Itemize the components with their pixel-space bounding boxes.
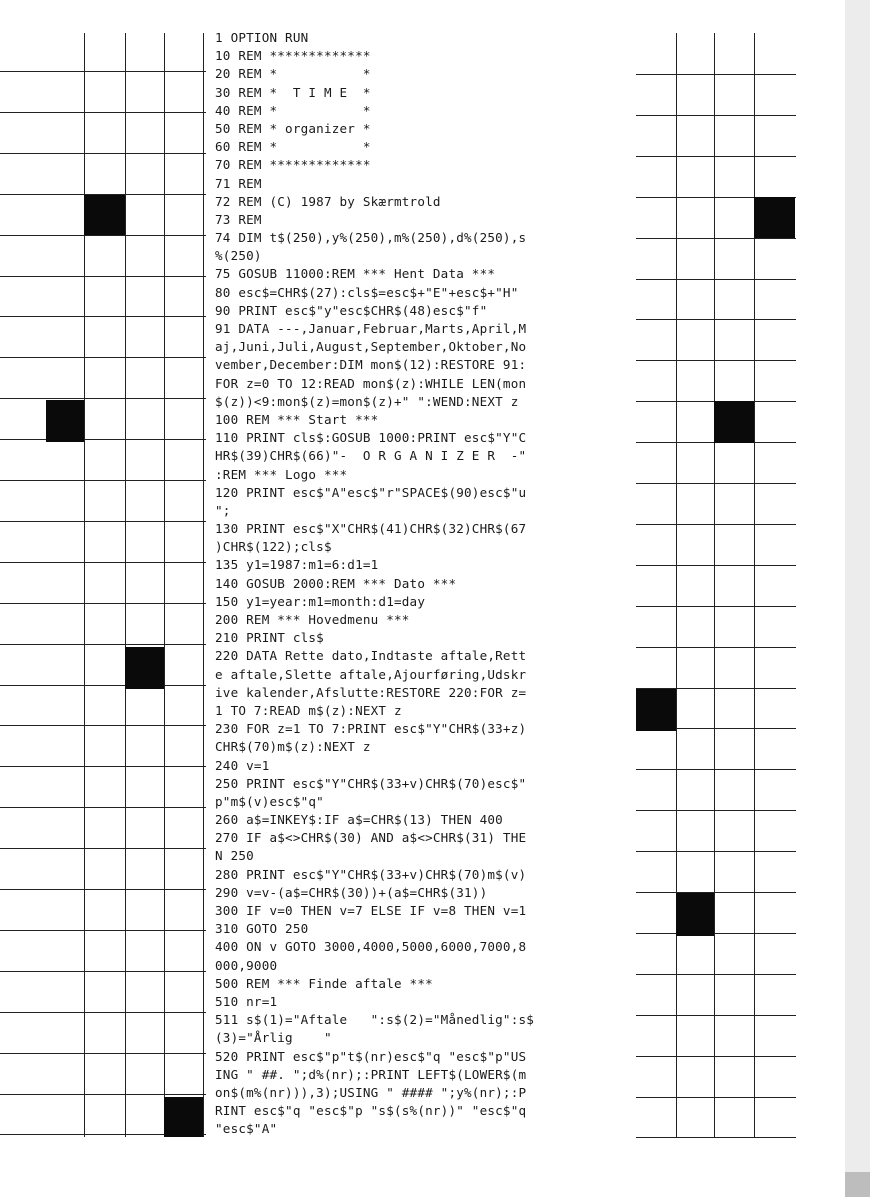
code-line: 310 GOTO 250 <box>215 921 309 937</box>
code-line: 290 v=v-(a$=CHR$(30))+(a$=CHR$(31)) <box>215 884 488 900</box>
code-line: e aftale,Slette aftale,Ajourføring,Udskr <box>215 666 527 682</box>
code-line: 60 REM * * <box>215 139 371 155</box>
code-line: 72 REM (C) 1987 by Skærmtrold <box>215 193 441 209</box>
grid-line <box>0 685 206 686</box>
code-line: 130 PRINT esc$"X"CHR$(41)CHR$(32)CHR$(67 <box>215 521 527 537</box>
grid-line <box>636 647 796 648</box>
grid-line <box>636 851 796 852</box>
grid-line <box>0 153 206 154</box>
code-line: CHR$(70)m$(z):NEXT z <box>215 739 371 755</box>
grid-line <box>0 562 206 563</box>
grid-line <box>636 156 796 157</box>
grid-line <box>636 1097 796 1098</box>
grid-line <box>0 480 206 481</box>
code-line: FOR z=0 TO 12:READ mon$(z):WHILE LEN(mon <box>215 375 527 391</box>
filled-cell <box>164 1097 203 1137</box>
code-line: 1 TO 7:READ m$(z):NEXT z <box>215 702 402 718</box>
code-line: $(z))<9:mon$(z)=mon$(z)+" ":WEND:NEXT z <box>215 393 519 409</box>
code-line: ive kalender,Afslutte:RESTORE 220:FOR z= <box>215 684 527 700</box>
code-line: 210 PRINT cls$ <box>215 630 324 646</box>
code-line: 74 DIM t$(250),y%(250),m%(250),d%(250),s <box>215 230 527 246</box>
filled-cell <box>714 401 754 443</box>
grid-line <box>0 71 206 72</box>
code-line: 300 IF v=0 THEN v=7 ELSE IF v=8 THEN v=1 <box>215 903 527 918</box>
code-line: 110 PRINT cls$:GOSUB 1000:PRINT esc$"Y"C <box>215 430 527 446</box>
grid-line <box>0 807 206 808</box>
code-line: 1 OPTION RUN <box>215 30 309 45</box>
code-line: N 250 <box>215 848 254 864</box>
right-border-grid <box>636 0 806 1197</box>
code-line: p"m$(v)esc$"q" <box>215 793 324 809</box>
left-border-grid <box>0 0 210 1197</box>
grid-line <box>0 112 206 113</box>
code-line: 70 REM ************* <box>215 157 371 173</box>
code-line: 520 PRINT esc$"p"t$(nr)esc$"q "esc$"p"US <box>215 1048 527 1064</box>
code-line: 511 s$(1)="Aftale ":s$(2)="Månedlig":s$ <box>215 1012 535 1028</box>
grid-line <box>0 644 206 645</box>
code-line: 260 a$=INKEY$:IF a$=CHR$(13) THEN 400 <box>215 812 503 828</box>
grid-line <box>636 810 796 811</box>
grid-line <box>0 1094 206 1095</box>
grid-line <box>636 1137 796 1138</box>
code-line: 75 GOSUB 11000:REM *** Hent Data *** <box>215 266 496 282</box>
code-line: 10 REM ************* <box>215 48 371 64</box>
code-line: 400 ON v GOTO 3000,4000,5000,6000,7000,8 <box>215 939 527 955</box>
filled-cell <box>636 689 676 731</box>
grid-line <box>0 316 206 317</box>
code-line: :REM *** Logo *** <box>215 466 348 482</box>
grid-line <box>636 769 796 770</box>
code-line: 500 REM *** Finde aftale *** <box>215 975 433 991</box>
grid-line <box>636 319 796 320</box>
code-line: 91 DATA ---,Januar,Februar,Marts,April,M <box>215 321 527 336</box>
code-line: 510 nr=1 <box>215 993 278 1009</box>
grid-line <box>0 971 206 972</box>
grid-line <box>0 725 206 726</box>
code-line: 240 v=1 <box>215 757 270 773</box>
code-line: 280 PRINT esc$"Y"CHR$(33+v)CHR$(70)m$(v) <box>215 866 527 882</box>
filled-cell <box>754 197 795 238</box>
code-line: (3)="Årlig " <box>215 1030 332 1046</box>
grid-line <box>0 1012 206 1013</box>
grid-line <box>0 357 206 358</box>
code-line: aj,Juni,Juli,August,September,Oktober,No <box>215 339 527 355</box>
grid-line <box>0 603 206 604</box>
grid-line <box>0 930 206 931</box>
code-line: 140 GOSUB 2000:REM *** Dato *** <box>215 575 457 591</box>
code-line: 230 FOR z=1 TO 7:PRINT esc$"Y"CHR$(33+z) <box>215 721 527 737</box>
grid-line <box>0 439 206 440</box>
code-line: 220 DATA Rette dato,Indtaste aftale,Rett <box>215 648 527 664</box>
code-line: 250 PRINT esc$"Y"CHR$(33+v)CHR$(70)esc$" <box>215 775 527 791</box>
code-line: 50 REM * organizer * <box>215 120 371 136</box>
code-line: 100 REM *** Start *** <box>215 411 379 427</box>
basic-program-listing <box>215 29 635 1138</box>
filled-cell <box>676 893 714 936</box>
code-line: %(250) <box>215 248 262 264</box>
code-line: 270 IF a$<>CHR$(30) AND a$<>CHR$(31) THE <box>215 830 527 846</box>
grid-line <box>636 933 796 934</box>
code-line: 90 PRINT esc$"y"esc$CHR$(48)esc$"f" <box>215 302 488 318</box>
filled-cell <box>125 647 164 689</box>
grid-line <box>636 974 796 975</box>
grid-line <box>0 889 206 890</box>
code-line: RINT esc$"q "esc$"p "s$(s%(nr))" "esc$"q <box>215 1103 527 1119</box>
code-line: 000,9000 <box>215 957 278 973</box>
code-line: 135 y1=1987:m1=6:d1=1 <box>215 557 379 573</box>
grid-line <box>0 276 206 277</box>
page-edge-shadow <box>845 0 870 1197</box>
grid-line <box>636 360 796 361</box>
code-line: 73 REM <box>215 211 262 227</box>
code-line: HR$(39)CHR$(66)"- O R G A N I Z E R -" <box>215 448 527 464</box>
grid-line <box>0 766 206 767</box>
code-line: 20 REM * * <box>215 66 371 82</box>
grid-line <box>0 1053 206 1054</box>
grid-line <box>636 74 796 75</box>
code-line: 71 REM <box>215 175 262 191</box>
code-line: ING " ##. ";d%(nr);:PRINT LEFT$(LOWER$(m <box>215 1066 527 1082</box>
code-line: vember,December:DIM mon$(12):RESTORE 91: <box>215 357 527 373</box>
grid-line <box>636 892 796 893</box>
grid-line <box>636 1056 796 1057</box>
grid-line <box>636 279 796 280</box>
grid-line <box>0 398 206 399</box>
grid-line <box>636 606 796 607</box>
grid-line <box>0 521 206 522</box>
grid-line <box>636 1015 796 1016</box>
code-line: 30 REM * T I M E * <box>215 84 371 100</box>
code-line: "esc$"A" <box>215 1121 278 1137</box>
grid-line <box>636 483 796 484</box>
filled-cell <box>84 195 125 235</box>
code-line: "; <box>215 502 231 518</box>
code-line: 80 esc$=CHR$(27):cls$=esc$+"E"+esc$+"H" <box>215 284 519 300</box>
grid-line <box>0 848 206 849</box>
code-line: on$(m%(nr))),3);USING " #### ";y%(nr);:P <box>215 1084 527 1100</box>
code-line: 200 REM *** Hovedmenu *** <box>215 612 410 627</box>
filled-cell <box>46 400 84 442</box>
code-line: 40 REM * * <box>215 102 371 118</box>
code-line: )CHR$(122);cls$ <box>215 539 332 555</box>
grid-line <box>636 115 796 116</box>
code-line: 120 PRINT esc$"A"esc$"r"SPACE$(90)esc$"u <box>215 484 527 500</box>
grid-line <box>636 524 796 525</box>
grid-line <box>714 33 715 1137</box>
grid-line <box>636 565 796 566</box>
code-line: 150 y1=year:m1=month:d1=day <box>215 593 426 609</box>
grid-line <box>676 33 677 1137</box>
page-corner-shadow <box>845 1172 870 1197</box>
